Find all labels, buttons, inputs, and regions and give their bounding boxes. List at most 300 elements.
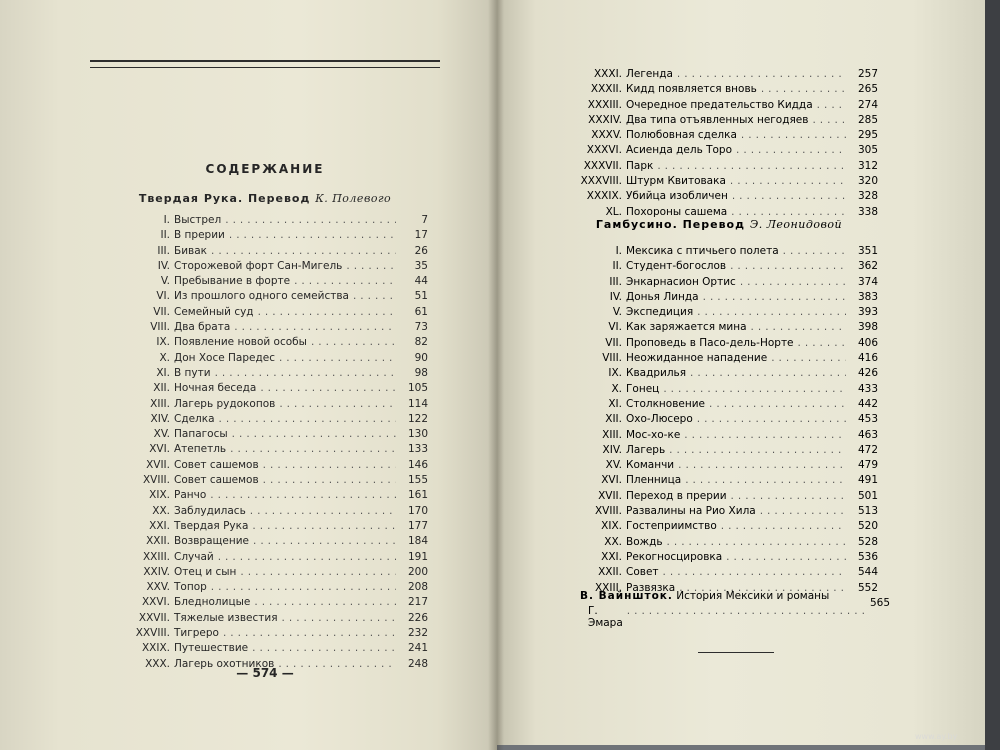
leader-dots — [697, 412, 846, 427]
leader-dots — [229, 228, 396, 243]
chapter-number: XV. — [605, 459, 622, 472]
toc-entry — [96, 351, 428, 366]
chapter-number: XIII. — [150, 397, 170, 410]
leader-dots — [263, 458, 396, 473]
chapter-page: 295 — [857, 129, 878, 142]
leader-dots — [211, 244, 396, 259]
chapter-title: Тяжелые известия — [174, 611, 278, 624]
chapter-number: XXI. — [149, 519, 170, 532]
chapter-number: VI. — [156, 290, 170, 303]
leader-dots — [798, 336, 846, 351]
chapter-page: 61 — [414, 305, 428, 318]
toc-entry — [560, 98, 878, 113]
toc-entry — [560, 159, 878, 174]
chapter-number: X. — [611, 382, 622, 395]
chapter-title: Дон Хосе Паредес — [174, 351, 275, 364]
toc-entry — [560, 143, 878, 158]
toc-entry — [96, 626, 428, 641]
toc-entry — [96, 274, 428, 289]
leader-dots — [663, 382, 846, 397]
chapter-title: Экспедиция — [626, 306, 694, 319]
chapter-number: I. — [615, 245, 622, 257]
toc-entry — [96, 641, 428, 656]
chapter-title: Совет — [626, 566, 659, 579]
chapter-page: 191 — [407, 550, 428, 563]
leader-dots — [657, 159, 846, 174]
leader-dots — [678, 458, 846, 473]
chapter-number: XXXIX. — [586, 190, 622, 203]
chapter-page: 35 — [414, 259, 428, 272]
leader-dots — [279, 397, 396, 412]
chapter-page: 7 — [421, 214, 428, 226]
leader-dots — [684, 428, 846, 443]
chapter-title: Выстрел — [174, 214, 222, 226]
leader-dots — [760, 504, 846, 519]
chapter-number: XXII. — [598, 566, 622, 579]
leader-dots — [234, 320, 396, 335]
chapter-page: 105 — [407, 382, 428, 395]
leader-dots — [703, 290, 846, 305]
chapter-number: XXX. — [145, 657, 170, 670]
chapter-number: XXXVII. — [583, 159, 622, 172]
toc-entry — [560, 259, 878, 274]
section-translator: К. Полевого — [315, 192, 392, 205]
chapter-number: XL. — [605, 205, 622, 218]
chapter-title: Штурм Квитовака — [626, 175, 726, 188]
chapter-title: Сделка — [174, 412, 215, 425]
chapter-page: 161 — [407, 489, 428, 502]
leader-dots — [726, 550, 846, 565]
toc-entry — [96, 381, 428, 396]
chapter-title: Парк — [626, 159, 654, 172]
chapter-page: 241 — [407, 642, 428, 655]
chapter-title: Рекогносцировка — [626, 550, 723, 563]
chapter-number: VIII. — [150, 321, 170, 334]
chapter-number: XXXV. — [591, 129, 622, 142]
chapter-number: XXVIII. — [135, 627, 170, 640]
chapter-number: XXXI. — [593, 68, 622, 80]
toc-entry — [96, 213, 428, 228]
toc-list-right-continued — [560, 67, 878, 220]
leader-dots — [732, 189, 846, 204]
chapter-number: XXXIII. — [587, 98, 622, 111]
chapter-title: Асиенда дель Торо — [626, 144, 733, 157]
chapter-number: XIV. — [602, 443, 622, 456]
toc-entry — [560, 550, 878, 565]
chapter-number: XIX. — [149, 489, 170, 502]
chapter-title: Похороны сашема — [626, 205, 728, 218]
chapter-page: 351 — [857, 245, 878, 257]
chapter-page: 226 — [407, 611, 428, 624]
chapter-number: XVI. — [601, 474, 622, 487]
leader-dots — [232, 427, 396, 442]
chapter-title: Мексика с птичьего полета — [626, 245, 779, 257]
chapter-number: XII. — [605, 413, 622, 426]
chapter-number: III. — [157, 244, 170, 257]
chapter-number: XXXIV. — [588, 113, 622, 126]
toc-entry — [560, 382, 878, 397]
chapter-page: 133 — [407, 443, 428, 456]
toc-entry — [560, 473, 878, 488]
chapter-number: V. — [160, 275, 170, 288]
toc-entry — [96, 305, 428, 320]
chapter-page: 170 — [407, 504, 428, 517]
chapter-number: XII. — [153, 382, 170, 395]
chapter-number: VIII. — [602, 352, 622, 365]
chapter-title: Очередное предательство Кидда — [626, 98, 813, 111]
chapter-page: 398 — [857, 321, 878, 334]
chapter-page: 265 — [857, 83, 878, 96]
chapter-page: 501 — [857, 489, 878, 502]
chapter-page: 232 — [407, 627, 428, 640]
chapter-page: 328 — [857, 190, 878, 203]
chapter-page: 442 — [857, 397, 878, 410]
chapter-title: Атепетль — [174, 443, 227, 456]
chapter-page: 130 — [407, 428, 428, 441]
leader-dots — [697, 305, 846, 320]
chapter-page: 208 — [407, 581, 428, 594]
toc-entry — [560, 67, 878, 82]
chapter-title: Заблудилась — [174, 504, 246, 517]
section-title-gambusino — [560, 218, 878, 231]
chapter-page: 463 — [857, 428, 878, 441]
chapter-page: 146 — [407, 458, 428, 471]
chapter-number: II. — [160, 229, 170, 242]
toc-entry — [560, 174, 878, 189]
toc-title: СОДЕРЖАНИЕ — [205, 162, 325, 176]
toc-entry — [560, 565, 878, 580]
toc-entry — [560, 428, 878, 443]
chapter-title: Совет сашемов — [174, 458, 259, 471]
chapter-number: XIX. — [601, 520, 622, 533]
chapter-page: 17 — [414, 229, 428, 242]
toc-entry — [96, 366, 428, 381]
leader-dots — [667, 535, 846, 550]
leader-dots — [311, 335, 396, 350]
toc-entry — [560, 128, 878, 143]
chapter-page: 406 — [857, 336, 878, 349]
leader-dots — [219, 412, 396, 427]
toc-list-right-gambusino — [560, 244, 878, 596]
chapter-title: Путешествие — [174, 642, 249, 655]
leader-dots — [663, 565, 846, 580]
leader-dots — [353, 289, 396, 304]
page-number: — 574 — — [236, 666, 294, 680]
chapter-title: Столкновение — [626, 397, 706, 410]
toc-entry — [560, 366, 878, 381]
chapter-page: 114 — [407, 397, 428, 410]
chapter-number: III. — [609, 275, 622, 288]
chapter-number: II. — [612, 260, 622, 273]
chapter-number: XXIV. — [143, 565, 170, 578]
chapter-number: XXIII. — [142, 550, 170, 563]
toc-entry — [96, 519, 428, 534]
chapter-page: 338 — [857, 205, 878, 218]
chapter-number: IX. — [156, 336, 170, 349]
chapter-number: XX. — [152, 504, 170, 517]
chapter-number: VII. — [605, 336, 622, 349]
chapter-title: Кидд появляется вновь — [626, 83, 757, 96]
chapter-page: 274 — [857, 98, 878, 111]
chapter-title: Ранчо — [174, 489, 207, 502]
toc-entry — [560, 351, 878, 366]
chapter-page: 433 — [857, 382, 878, 395]
leader-dots — [731, 489, 846, 504]
toc-entry — [560, 290, 878, 305]
header-double-rule — [90, 60, 440, 68]
chapter-title: Пребывание в форте — [174, 275, 291, 288]
chapter-title: Гонец — [626, 382, 660, 395]
chapter-title: Вождь — [626, 535, 663, 548]
chapter-number: XXII. — [146, 535, 170, 548]
chapter-number: XVII. — [146, 458, 170, 471]
toc-entry — [560, 113, 878, 128]
toc-entry — [560, 397, 878, 412]
appendix-title-cont: Г. Эмара — [588, 605, 623, 629]
toc-entry — [96, 534, 428, 549]
chapter-title: Развязка — [626, 581, 676, 594]
chapter-page: 479 — [857, 459, 878, 472]
chapter-title: Как заряжается мина — [626, 321, 747, 334]
leader-dots — [258, 305, 396, 320]
leader-dots — [812, 113, 846, 128]
toc-entry — [96, 412, 428, 427]
leader-dots — [240, 565, 396, 580]
toc-entry — [96, 289, 428, 304]
leader-dots — [215, 366, 396, 381]
chapter-number: XXI. — [601, 550, 622, 563]
chapter-page: 73 — [414, 321, 428, 334]
toc-entry — [560, 519, 878, 534]
chapter-number: XIII. — [602, 428, 622, 441]
chapter-number: X. — [159, 351, 170, 364]
chapter-page: 491 — [857, 474, 878, 487]
chapter-number: XXXVI. — [586, 144, 622, 157]
chapter-number: XIV. — [150, 412, 170, 425]
chapter-number: V. — [612, 306, 622, 319]
chapter-page: 26 — [414, 244, 428, 257]
chapter-page: 416 — [857, 352, 878, 365]
leader-dots — [230, 442, 396, 457]
chapter-title: Проповедь в Пасо-дель-Норте — [626, 336, 794, 349]
leader-dots — [254, 595, 396, 610]
toc-entry — [96, 473, 428, 488]
leader-dots — [223, 626, 396, 641]
closing-rule — [698, 652, 774, 653]
chapter-number: XXIII. — [594, 581, 622, 594]
book-cover-edge — [985, 0, 1000, 750]
chapter-page: 82 — [414, 336, 428, 349]
chapter-number: I. — [163, 214, 170, 226]
chapter-title: В пути — [174, 366, 211, 379]
leader-dots — [260, 381, 396, 396]
chapter-page: 177 — [407, 519, 428, 532]
chapter-title: Команчи — [626, 459, 675, 472]
leader-dots — [730, 174, 846, 189]
chapter-title: Бледнолицые — [174, 596, 251, 609]
chapter-page: 362 — [857, 260, 878, 273]
chapter-title: Студент-богослов — [626, 260, 727, 273]
toc-entry — [96, 580, 428, 595]
chapter-title: Легенда — [626, 68, 673, 80]
leader-dots — [817, 98, 846, 113]
toc-entry — [560, 82, 878, 97]
chapter-page: 312 — [857, 159, 878, 172]
chapter-title: Случай — [174, 550, 214, 563]
section-title-tverdaya-ruka — [90, 192, 440, 205]
section-translator: Э. Леонидовой — [749, 218, 843, 231]
chapter-title: Гостеприимство — [626, 520, 717, 533]
toc-entry — [560, 320, 878, 335]
chapter-title: В прерии — [174, 229, 225, 242]
chapter-title: Топор — [174, 581, 207, 594]
watermark: www.ay.by — [915, 732, 958, 741]
chapter-number: XXV. — [146, 581, 170, 594]
appendix-author: В. Вайншток. — [580, 590, 673, 602]
leader-dots — [730, 259, 846, 274]
toc-entry — [96, 458, 428, 473]
chapter-title: Два брата — [174, 321, 231, 334]
toc-entry — [560, 489, 878, 504]
chapter-title: Бивак — [174, 244, 207, 257]
chapter-title: Совет сашемов — [174, 474, 259, 487]
chapter-title: Ночная беседа — [174, 382, 257, 395]
leader-dots — [252, 519, 396, 534]
chapter-page: 528 — [857, 535, 878, 548]
chapter-page: 44 — [414, 275, 428, 288]
leader-dots — [627, 605, 866, 617]
chapter-page: 184 — [407, 535, 428, 548]
leader-dots — [771, 351, 846, 366]
leader-dots — [346, 259, 396, 274]
chapter-page: 217 — [407, 596, 428, 609]
toc-entry — [560, 189, 878, 204]
chapter-title: Развалины на Рио Хила — [626, 505, 756, 518]
chapter-page: 257 — [857, 68, 878, 80]
chapter-number: XVI. — [149, 443, 170, 456]
section-title-text: Гамбусино. Перевод — [595, 218, 750, 231]
toc-entry — [96, 442, 428, 457]
chapter-page: 374 — [857, 275, 878, 288]
leader-dots — [740, 275, 846, 290]
chapter-page: 90 — [414, 351, 428, 364]
toc-entry — [560, 305, 878, 320]
leader-dots — [761, 82, 846, 97]
toc-entry — [96, 611, 428, 626]
toc-entry — [96, 427, 428, 442]
leader-dots — [218, 550, 396, 565]
leader-dots — [721, 519, 846, 534]
chapter-number: XX. — [604, 535, 622, 548]
leader-dots — [250, 504, 396, 519]
chapter-page: 305 — [857, 144, 878, 157]
leader-dots — [685, 473, 846, 488]
chapter-title: Сторожевой форт Сан-Мигель — [174, 259, 343, 272]
chapter-title: Тигреро — [174, 627, 219, 640]
toc-entry — [560, 443, 878, 458]
chapter-title: Полюбовная сделка — [626, 129, 737, 142]
toc-entry — [96, 259, 428, 274]
leader-dots — [210, 488, 396, 503]
chapter-page: 544 — [857, 566, 878, 579]
toc-entry — [96, 595, 428, 610]
leader-dots — [225, 213, 396, 228]
chapter-page: 513 — [857, 505, 878, 518]
toc-entry — [560, 458, 878, 473]
chapter-title: Отец и сын — [174, 565, 237, 578]
toc-entry — [96, 335, 428, 350]
chapter-page: 122 — [407, 412, 428, 425]
chapter-title: Два типа отъявленных негодяев — [626, 113, 809, 126]
leader-dots — [294, 274, 396, 289]
chapter-title: Лагерь — [626, 443, 666, 456]
chapter-title: Неожиданное нападение — [626, 352, 768, 365]
chapter-page: 200 — [407, 565, 428, 578]
leader-dots — [211, 580, 396, 595]
toc-entry — [96, 320, 428, 335]
chapter-page: 383 — [857, 290, 878, 303]
toc-entry — [96, 550, 428, 565]
chapter-number: XXIX. — [141, 642, 170, 655]
chapter-number: XV. — [153, 428, 170, 441]
chapter-number: XVIII. — [142, 474, 170, 487]
chapter-page: 472 — [857, 443, 878, 456]
chapter-page: 536 — [857, 550, 878, 563]
chapter-page: 98 — [414, 366, 428, 379]
chapter-page: 51 — [414, 290, 428, 303]
chapter-number: IV. — [157, 259, 170, 272]
chapter-title: Из прошлого одного семейства — [174, 290, 349, 303]
chapter-page: 453 — [857, 413, 878, 426]
chapter-page: 426 — [857, 367, 878, 380]
toc-entry — [96, 228, 428, 243]
toc-entry — [96, 565, 428, 580]
chapter-title: Папагосы — [174, 428, 228, 441]
chapter-number: VI. — [608, 321, 622, 334]
leader-dots — [736, 143, 846, 158]
toc-entry — [560, 275, 878, 290]
chapter-title: Пленница — [626, 474, 682, 487]
chapter-title: Переход в прерии — [626, 489, 727, 502]
appendix-page: 565 — [869, 597, 890, 609]
chapter-title: Семейный суд — [174, 305, 254, 318]
leader-dots — [282, 611, 396, 626]
leader-dots — [263, 473, 396, 488]
chapter-title: Донья Линда — [626, 290, 699, 303]
leader-dots — [253, 534, 396, 549]
chapter-title: Энкарнасион Ортис — [626, 275, 736, 288]
toc-entry — [96, 488, 428, 503]
chapter-number: XXVII. — [138, 611, 170, 624]
left-page — [0, 0, 497, 750]
toc-entry — [560, 336, 878, 351]
chapter-page: 552 — [857, 581, 878, 594]
chapter-number: VII. — [153, 305, 170, 318]
chapter-title: Появление новой особы — [174, 336, 307, 349]
appendix-entry — [580, 590, 890, 629]
chapter-page: 285 — [857, 113, 878, 126]
chapter-number: IX. — [608, 367, 622, 380]
book-spine-shadow — [488, 0, 504, 750]
toc-entry — [560, 504, 878, 519]
chapter-number: IV. — [609, 290, 622, 303]
toc-entry — [560, 244, 878, 259]
appendix-title: История Мексики и романы — [672, 590, 830, 602]
chapter-title: Убийца изобличен — [626, 190, 728, 203]
section-title-text: Твердая Рука. Перевод — [138, 192, 316, 205]
leader-dots — [741, 128, 846, 143]
leader-dots — [709, 397, 846, 412]
